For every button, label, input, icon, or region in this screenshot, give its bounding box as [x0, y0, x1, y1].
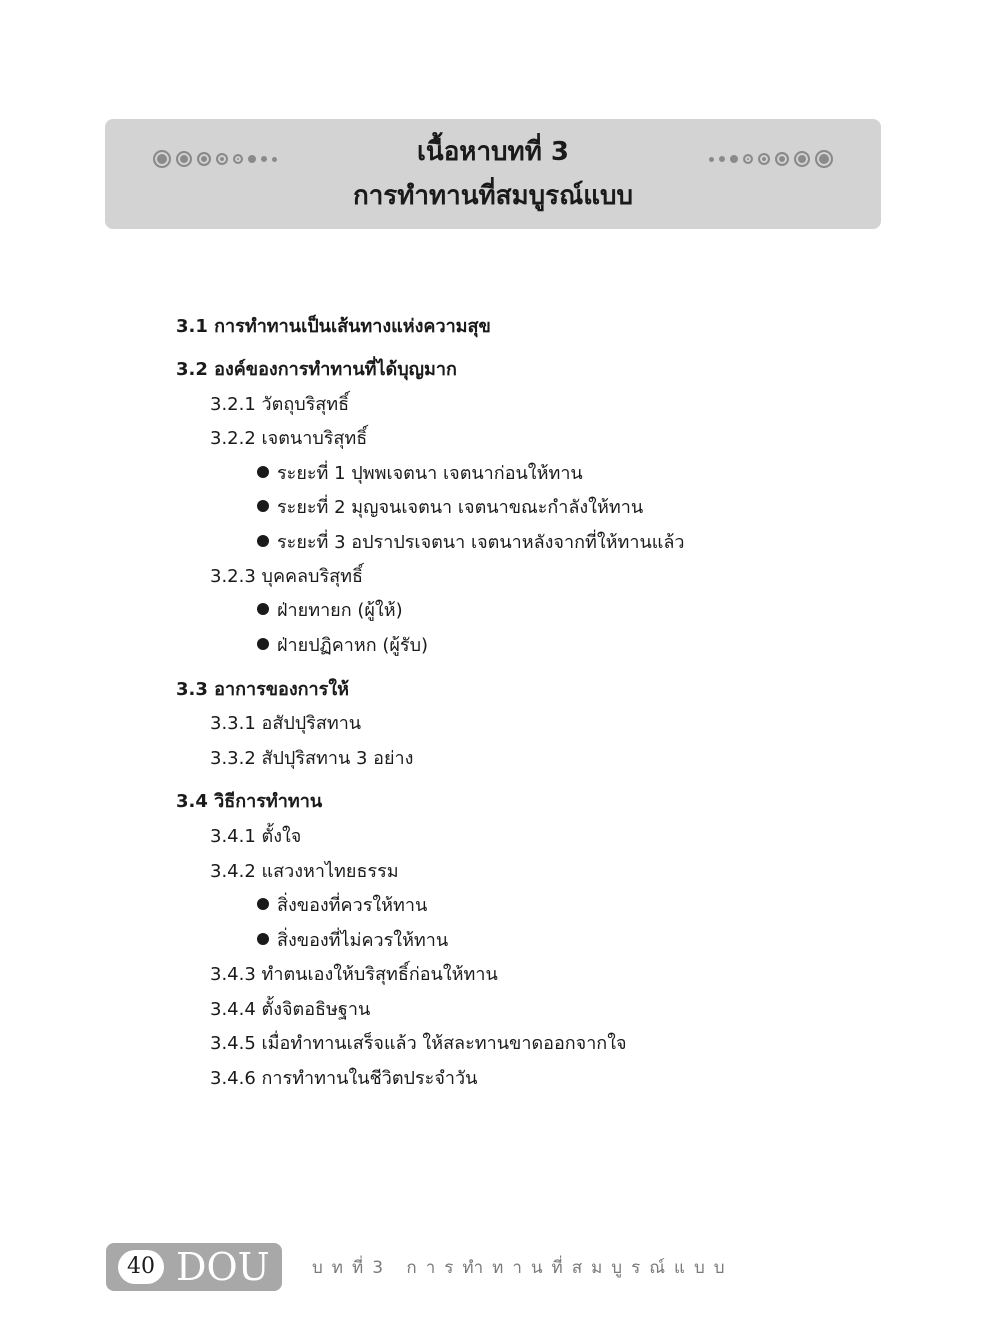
page-number: 40 [118, 1250, 164, 1284]
toc-text: ระยะที่ 1 ปุพพเจตนา เจตนาก่อนให้ทาน [277, 463, 583, 484]
toc-text: ระยะที่ 2 มุญจนเจตนา เจตนาขณะกำลังให้ทาน [277, 497, 644, 518]
toc-subsection [210, 712, 361, 736]
toc-subsection [210, 963, 498, 987]
toc-subsection [210, 393, 349, 417]
bullet-icon [257, 638, 269, 650]
toc-text: 3.4.4 ตั้งจิตอธิษฐาน [210, 999, 371, 1020]
bullet-icon [257, 466, 269, 478]
decorative-dot [709, 157, 714, 162]
toc-subsection [210, 747, 413, 771]
bullet-icon [257, 603, 269, 615]
chapter-header [105, 119, 881, 229]
decorative-dot [730, 155, 738, 163]
toc-text: 3.2.3 บุคคลบริสุทธิ์ [210, 566, 363, 587]
decorative-dot [794, 151, 810, 167]
toc-subsection [210, 825, 301, 849]
toc-text: 3.4.6 การทำทานในชีวิตประจำวัน [210, 1068, 478, 1089]
toc-text: 3.3.2 สัปปุริสทาน 3 อย่าง [210, 748, 414, 769]
bullet-icon [257, 933, 269, 945]
toc-bullet-item [257, 462, 583, 486]
footer-chapter-title: บทที่3 การทำทานที่สมบูรณ์แบบ [312, 1258, 734, 1278]
toc-section-heading [176, 790, 322, 814]
chapter-title: เนื้อหาบทที่ 3 [417, 137, 569, 167]
toc-subsection [210, 427, 367, 451]
toc-bullet-item [257, 929, 448, 953]
chapter-subtitle: การทำทานที่สมบูรณ์แบบ [352, 181, 634, 211]
toc-bullet-item [257, 599, 403, 623]
toc-subsection [210, 998, 370, 1022]
toc-bullet-item [257, 531, 685, 555]
bullet-icon [257, 535, 269, 547]
decorative-dot [815, 150, 833, 168]
brand-logo: DOU [176, 1245, 270, 1289]
decorative-dot [743, 154, 753, 164]
toc-text: ฝ่ายปฏิคาหก (ผู้รับ) [277, 635, 429, 656]
toc-subsection [210, 860, 399, 884]
footer-badge [106, 1243, 282, 1291]
toc-text: 3.3 อาการของการให้ [176, 679, 349, 700]
toc-text: 3.4.2 แสวงหาไทยธรรม [210, 861, 399, 882]
toc-text: 3.4.1 ตั้งใจ [210, 826, 302, 847]
toc-text: 3.2.2 เจตนาบริสุทธิ์ [210, 428, 368, 449]
toc-subsection [210, 1032, 627, 1056]
decorative-dots-right [709, 149, 833, 169]
toc-text: 3.4.5 เมื่อทำทานเสร็จแล้ว ให้สละทานขาดออกจากใจ [210, 1033, 627, 1054]
decorative-dot [758, 153, 770, 165]
toc-bullet-item [257, 634, 428, 658]
toc-text: 3.4.3 ทำตนเองให้บริสุทธิ์ก่อนให้ทาน [210, 964, 498, 985]
decorative-dot [775, 152, 789, 166]
bullet-icon [257, 898, 269, 910]
toc-text: 3.1 การทำทานเป็นเส้นทางแห่งความสุข [176, 316, 491, 337]
toc-text: สิ่งของที่ควรให้ทาน [277, 895, 428, 916]
toc-text: ฝ่ายทายก (ผู้ให้) [277, 600, 403, 621]
toc-section-heading [176, 358, 457, 382]
toc-text: สิ่งของที่ไม่ควรให้ทาน [277, 930, 449, 951]
toc-text: ระยะที่ 3 อปราปรเจตนา เจตนาหลังจากที่ให้ทานแล้ว [277, 532, 685, 553]
toc-text: 3.3.1 อสัปปุริสทาน [210, 713, 362, 734]
toc-section-heading [176, 315, 491, 339]
toc-bullet-item [257, 894, 427, 918]
toc-text: 3.2.1 วัตถุบริสุทธิ์ [210, 394, 350, 415]
decorative-dot [719, 156, 725, 162]
toc-text: 3.2 องค์ของการทำทานที่ได้บุญมาก [176, 359, 457, 380]
toc-subsection [210, 565, 363, 589]
toc-subsection [210, 1067, 477, 1091]
bullet-icon [257, 500, 269, 512]
toc-section-heading [176, 678, 349, 702]
toc-text: 3.4 วิธีการทำทาน [176, 791, 323, 812]
toc-bullet-item [257, 496, 643, 520]
